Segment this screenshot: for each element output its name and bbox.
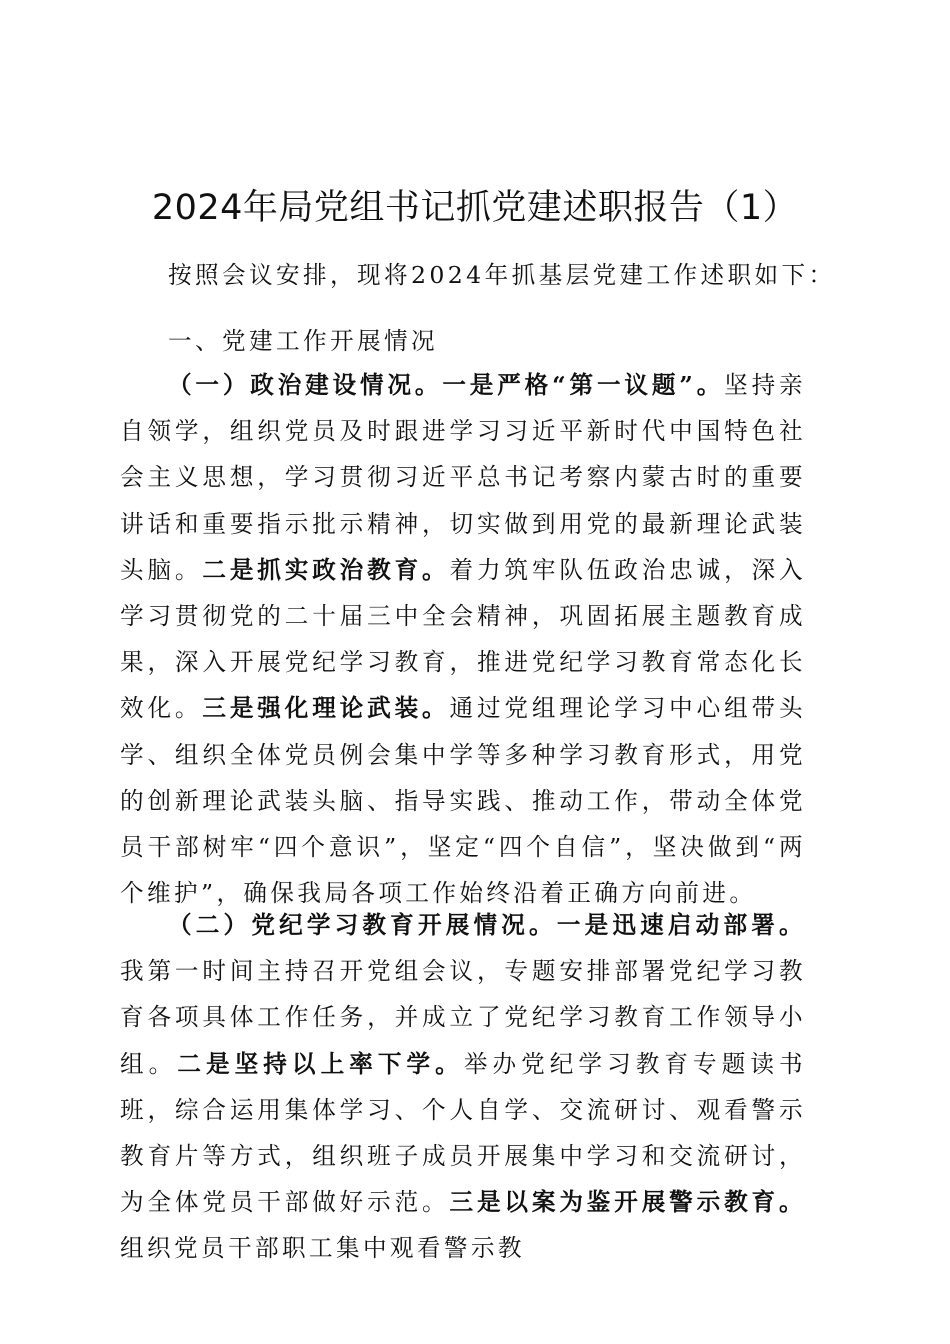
point-text: 举办党纪学习教育专题读书班，综合运用集体学习、个人自学、交流研讨、观看警示教育片等方式，组织班子成员开展集中学习和交流研讨，为全体党员干部做好示范。 xyxy=(120,1049,806,1217)
point-text: 组织党员干部职工集中观看警示教 xyxy=(120,1234,525,1263)
paragraph-party-discipline-education xyxy=(120,902,806,1272)
point-label: 三是强化理论武装。 xyxy=(202,694,450,723)
document-title: 2024年局党组书记抓党建述职报告（1） xyxy=(151,188,799,228)
point-label: 二是坚持以上率下学。 xyxy=(177,1049,464,1078)
point-label: 一是迅速启动部署。 xyxy=(556,911,806,939)
point-text: 我第一时间主持召开党组会议，专题安排部署党纪学习教育各项具体工作任务，并成立了党纪学习教育工作领导小组。 xyxy=(120,957,806,1078)
point-text: 着力筑牢队伍政治忠诚，深入学习贯彻党的二十届三中全会精神，巩固拓展主题教育成果，深入开展党纪学习教育，推进党纪学习教育常态化长效化。 xyxy=(120,555,806,723)
point-label: 二是抓实政治教育。 xyxy=(202,555,450,584)
section-heading: 一、党建工作开展情况 xyxy=(168,327,438,355)
point-text: 通过党组理论学习中心组带头学、组织全体党员例会集中学等多种学习教育形式，用党的创新理论武装头脑、指导实践、推动工作，带动全体党员干部树牢“四个意识”，坚定“四个自信”，坚决做到“两个维护”，确保我局各项工作始终沿着正确方向前进。 xyxy=(120,694,806,908)
point-label: 一是严格“第一议题”。 xyxy=(442,371,725,399)
paragraph-political-construction xyxy=(120,362,806,916)
point-label: 三是以案为鉴开展警示教育。 xyxy=(449,1188,806,1217)
point-text: 坚持亲自领学，组织党员及时跟进学习习近平新时代中国特色社会主义思想，学习贯彻习近平总书记考察内蒙古时的重要讲话和重要指示批示精神，切实做到用党的最新理论武装头脑。 xyxy=(120,371,807,584)
intro-paragraph: 按照会议安排，现将2024年抓基层党建工作述职如下： xyxy=(168,261,836,289)
subsection-heading: （二）党纪学习教育开展情况。 xyxy=(168,911,557,939)
subsection-heading: （一）政治建设情况。 xyxy=(168,371,443,399)
